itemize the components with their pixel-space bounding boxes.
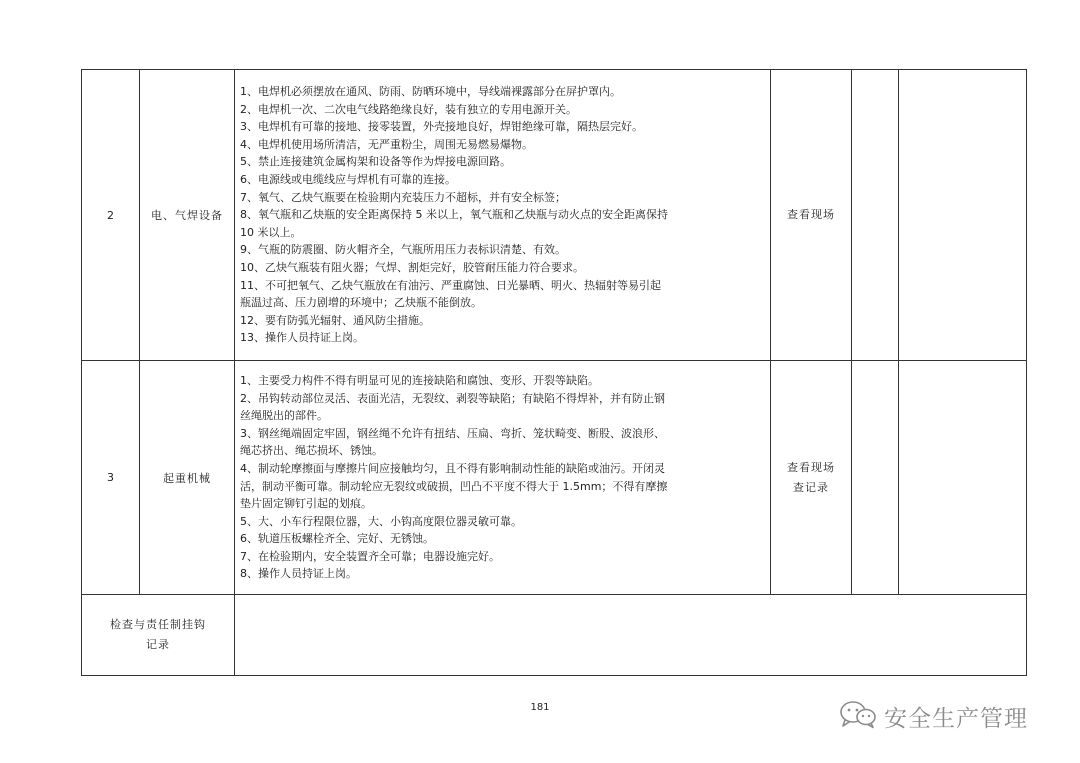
footer-label-line: 检查与责任制挂钩 <box>110 618 206 631</box>
empty-cell <box>899 361 1027 595</box>
requirement-line: 11、不可把氧气、乙炔气瓶放在有油污、严重腐蚀、日光暴晒、明火、热辐射等易引起 <box>240 278 661 292</box>
footer-label <box>82 595 235 676</box>
footer-content-cell <box>235 595 1027 676</box>
requirement-line: 9、气瓶的防震圈、防火帽齐全，气瓶所用压力表标识清楚、有效。 <box>240 243 566 257</box>
footer-label-line: 记录 <box>146 638 170 651</box>
requirement-line: 丝绳脱出的部件。 <box>240 409 328 423</box>
requirement-line: 5、大、小车行程限位器，大、小钩高度限位器灵敏可靠。 <box>240 514 522 528</box>
method-line: 查记录 <box>793 480 829 494</box>
wechat-icon <box>838 699 878 733</box>
requirements-cell <box>235 70 771 361</box>
requirement-line: 10、乙炔气瓶装有阻火器；气焊、割炬完好，胶管耐压能力符合要求。 <box>240 260 584 274</box>
requirement-line: 6、电源线或电缆线应与焊机有可靠的连接。 <box>240 173 456 187</box>
requirement-line: 7、在检验期内，安全装置齐全可靠；电器设施完好。 <box>240 549 500 563</box>
requirement-line: 4、电焊机使用场所清洁，无严重粉尘，周围无易燃易爆物。 <box>240 137 533 151</box>
requirement-line: 1、主要受力构件不得有明显可见的连接缺陷和腐蚀、变形、开裂等缺陷。 <box>240 373 599 387</box>
requirement-line: 绳芯挤出、绳芯损坏、锈蚀。 <box>240 444 383 458</box>
table-row <box>82 361 1027 595</box>
requirement-line: 垫片固定铆钉引起的划痕。 <box>240 497 372 511</box>
requirement-line: 7、氧气、乙炔气瓶要在检验期内充装压力不超标，并有安全标签； <box>240 190 566 204</box>
row-number: 3 <box>82 361 140 595</box>
requirements-cell <box>235 361 771 595</box>
requirement-line: 8、氧气瓶和乙炔瓶的安全距离保持 5 米以上，氧气瓶和乙炔瓶与动火点的安全距离保持 <box>240 208 668 222</box>
inspection-item: 电、气焊设备 <box>140 70 235 361</box>
requirement-line: 2、吊钩转动部位灵活、表面光洁，无裂纹、剥裂等缺陷；有缺陷不得焊补，并有防止钢 <box>240 391 665 405</box>
requirement-line: 12、要有防弧光辐射、通风防尘措施。 <box>240 313 430 327</box>
inspection-method <box>771 361 852 595</box>
method-line: 查看现场 <box>787 460 835 474</box>
requirement-line: 13、操作人员持证上岗。 <box>240 331 364 345</box>
empty-cell <box>852 361 899 595</box>
table-row <box>82 70 1027 361</box>
watermark-text: 安全生产管理 <box>884 705 1028 732</box>
inspection-item: 起重机械 <box>140 361 235 595</box>
requirement-line: 2、电焊机一次、二次电气线路绝缘良好，装有独立的专用电源开关。 <box>240 102 577 116</box>
inspection-method: 查看现场 <box>771 70 852 361</box>
requirement-line: 活，制动平衡可靠。制动轮应无裂纹或破损，凹凸不平度不得大于 1.5mm；不得有摩擦 <box>240 479 668 493</box>
empty-cell <box>899 70 1027 361</box>
requirement-line: 3、钢丝绳端固定牢固，钢丝绳不允许有扭结、压扁、弯折、笼状畸变、断股、波浪形、 <box>240 426 665 440</box>
inspection-table <box>81 69 1027 676</box>
requirement-line: 1、电焊机必须摆放在通风、防雨、防晒环境中，导线端裸露部分在屏护罩内。 <box>240 85 621 99</box>
footer-row <box>82 595 1027 676</box>
requirement-line: 6、轨道压板螺栓齐全、完好、无锈蚀。 <box>240 532 434 546</box>
requirement-line: 10 米以上。 <box>240 225 302 239</box>
requirement-line: 瓶温过高、压力剧增的环境中；乙炔瓶不能倒放。 <box>240 296 482 310</box>
requirement-line: 5、禁止连接建筑金属构架和设备等作为焊接电源回路。 <box>240 155 511 169</box>
row-number: 2 <box>82 70 140 361</box>
requirement-line: 4、制动轮摩擦面与摩擦片间应接触均匀，且不得有影响制动性能的缺陷或油污。开闭灵 <box>240 461 665 475</box>
empty-cell <box>852 70 899 361</box>
watermark <box>838 700 1028 732</box>
requirement-line: 3、电焊机有可靠的接地、接零装置，外壳接地良好，焊钳绝缘可靠，隔热层完好。 <box>240 120 643 134</box>
requirement-line: 8、操作人员持证上岗。 <box>240 567 357 581</box>
page-number: 181 <box>530 702 550 713</box>
